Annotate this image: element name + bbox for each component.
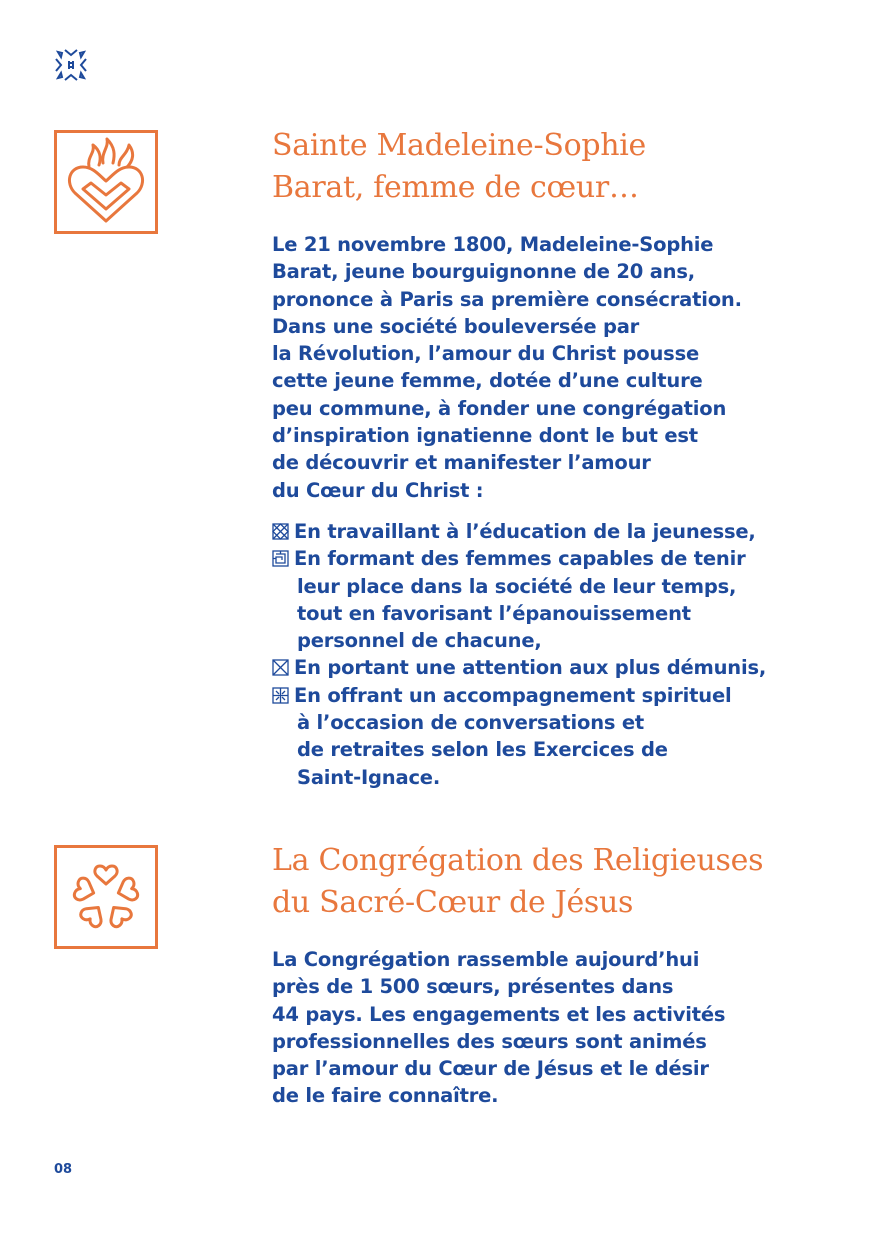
section1-title: [272, 125, 646, 209]
paragraph-line: Le 21 novembre 1800, Madeleine-Sophie: [272, 233, 714, 256]
list-line: [272, 654, 766, 681]
pattern-square-icon: [272, 687, 289, 704]
list-item: [272, 654, 766, 681]
paragraph-line: peu commune, à fonder une congrégation: [272, 396, 727, 420]
list-text: de retraites selon les Exercices de: [297, 738, 668, 762]
page-number: 08: [54, 1162, 73, 1177]
paragraph-line: professionnelles des sœurs sont animés: [272, 1029, 707, 1053]
list-text: En formant des femmes capables de tenir: [294, 547, 746, 571]
section2-title: [272, 840, 763, 924]
title-line: du Sacré-Cœur de Jésus: [272, 885, 634, 920]
paragraph-line: d’inspiration ignatienne dont le but est: [272, 424, 698, 448]
paragraph-line: près de 1 500 sœurs, présentes dans: [272, 975, 674, 999]
list-text: leur place dans la société de leur temps,: [297, 574, 737, 598]
paragraph-line: Dans une société bouleversée par: [272, 314, 640, 338]
list-text: Saint-Ignace.: [297, 765, 441, 789]
list-text: En offrant un accompagnement spirituel: [294, 683, 732, 707]
list-text: personnel de chacune,: [297, 629, 542, 653]
list-text: tout en favorisant l’épanouissement: [297, 601, 691, 625]
hearts-circle-icon: [54, 845, 158, 949]
paragraph-line: cette jeune femme, dotée d’une culture: [272, 369, 703, 393]
paragraph-line: 44 pays. Les engagements et les activités: [272, 1002, 726, 1026]
list-text: à l’occasion de conversations et: [297, 711, 645, 735]
paragraph-line: de découvrir et manifester l’amour: [272, 451, 651, 475]
list-line: [272, 518, 766, 545]
paragraph-line: par l’amour du Cœur de Jésus et le désir: [272, 1057, 709, 1081]
list-item: [272, 518, 766, 545]
list-line: [272, 682, 766, 709]
list-text: En travaillant à l’éducation de la jeunesse,: [294, 520, 756, 543]
list-item: [272, 682, 766, 791]
list-text: En portant une attention aux plus démunis,: [294, 656, 767, 680]
mission-list: [272, 518, 766, 791]
paragraph-line: La Congrégation rassemble aujourd’hui: [272, 948, 700, 971]
flaming-heart-icon: [54, 130, 158, 234]
title-line: Barat, femme de cœur…: [272, 170, 639, 205]
list-line: [272, 545, 766, 572]
section2-paragraph: [272, 946, 725, 1110]
paragraph-line: du Cœur du Christ :: [272, 478, 484, 502]
paragraph-line: de le faire connaître.: [272, 1084, 499, 1108]
section1-paragraph: [272, 231, 742, 504]
cross-hatch-square-icon: [272, 523, 289, 540]
paragraph-line: la Révolution, l’amour du Christ pousse: [272, 342, 699, 366]
maze-square-icon: [272, 550, 289, 567]
paragraph-line: prononce à Paris sa première consécration.: [272, 287, 742, 311]
list-item: [272, 545, 766, 654]
title-line: La Congrégation des Religieuses: [272, 843, 764, 878]
paragraph-line: Barat, jeune bourguignonne de 20 ans,: [272, 260, 695, 284]
title-line: Sainte Madeleine-Sophie: [272, 128, 647, 163]
x-square-icon: [272, 659, 289, 676]
hearts-emblem-icon: [52, 46, 90, 84]
